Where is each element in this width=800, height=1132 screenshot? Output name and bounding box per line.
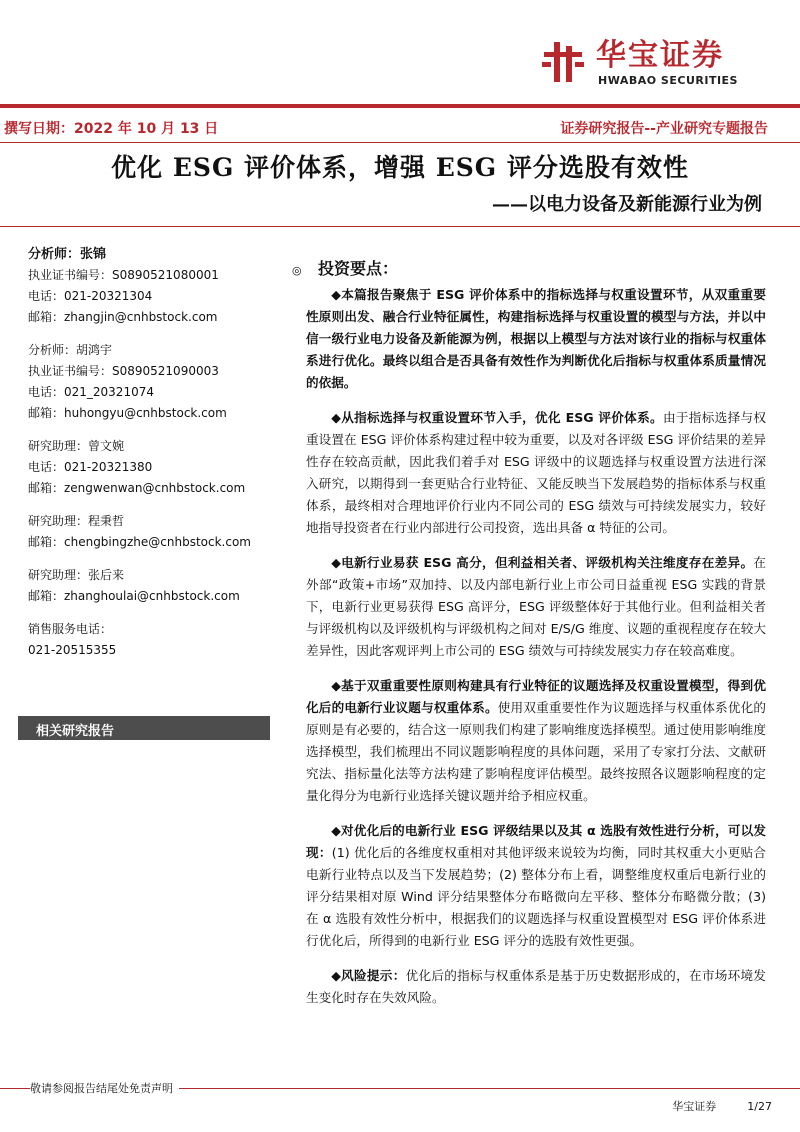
report-type: 证券研究报告--产业研究专题报告	[560, 121, 768, 137]
hwabao-logo-icon	[540, 38, 586, 84]
assistant-email[interactable]: 邮箱：zengwenwan@cnhbstock.com	[28, 481, 246, 495]
header-rule	[0, 142, 800, 143]
highlight-lead: ◆本篇报告聚焦于 ESG 评价体系中的指标选择与权重设置环节，从双重重要性原则出发、融合行业特征属性，构建指标选择与权重设置的模型与方法，并以中信一级行业电力设备及新能源为例，根据以上模型与方法对该行业的指标与权重体系进行优化。最终以组合是否具备有效性作为判断优化后指标与权重体系质量情况的依据。	[306, 287, 766, 390]
highlight-text: 使用双重重要性作为议题选择与权重体系优化的原则是有必要的，结合这一原则我们构建了影响维度选择模型。通过使用影响维度选择模型，我们梳理出不同议题影响程度的具体问题，采用了专家打分法、文献研究法、指标量化法等方法构建了影响程度评估模型。最终按照各议题影响程度的定量化得分为电新行业选择关键议题并给予相应权重。	[306, 700, 767, 803]
assistant-name: 研究助理：程秉哲	[28, 514, 125, 528]
risk-warning-text: 优化后的指标与权重体系是基于历史数据形成的，在市场环境发生变化时存在失效风险。	[306, 968, 767, 1005]
analyst-phone: 电话：021-20321304	[28, 289, 153, 303]
assistant-name: 研究助理：张后来	[28, 568, 125, 582]
sales-phone: 021-20515355	[28, 643, 117, 657]
report-subtitle: ——以电力设备及新能源行业为例	[492, 194, 762, 215]
highlight-paragraph	[306, 407, 766, 539]
highlight-lead: ◆对优化后的电新行业 ESG 评级结果以及其 α 选股有效性进行分析，可以发现：	[306, 823, 766, 860]
analyst-name: 分析师：胡鸿宇	[28, 343, 113, 357]
assistant-name: 研究助理：曾文婉	[28, 439, 125, 453]
investment-heading-text: 投资要点：	[318, 259, 399, 278]
risk-warning-lead: ◆风险提示：	[331, 968, 406, 983]
sales-label: 销售服务电话：	[28, 622, 113, 636]
footer-company: 华宝证券	[672, 1100, 717, 1113]
analyst-name: 分析师：张锦	[28, 247, 107, 262]
highlight-text: 在外部“政策+市场”双加持、以及内部电新行业上市公司日益重视 ESG 实践的背景下，电新行业更易获得 ESG 高评分，ESG 评级整体好于其他行业。但利益相关者与评级机构以及评级机构与评级机构之间对 E/S/G 维度、议题的重视程度存在较大差异性，因此客观评判上市公司的 ESG 绩效与可持续发展实力存在较高难度。	[306, 555, 766, 658]
highlight-lead: ◆基于双重重要性原则构建具有行业特征的议题选择及权重设置模型，得到优化后的电新行业议题与权重体系。	[306, 678, 766, 715]
report-date: 撰写日期：2022 年 10 月 13 日	[4, 121, 219, 137]
company-logo	[540, 38, 770, 88]
highlight-lead: ◆从指标选择与权重设置环节入手，优化 ESG 评价体系。	[331, 410, 663, 425]
title-rule	[0, 226, 800, 227]
assistant-email[interactable]: 邮箱：chengbingzhe@cnhbstock.com	[28, 535, 251, 549]
analyst-email[interactable]: 邮箱：zhangjin@cnhbstock.com	[28, 310, 218, 324]
investment-highlights-heading	[292, 256, 398, 279]
highlight-paragraph	[306, 675, 766, 807]
risk-warning-paragraph	[306, 965, 766, 1009]
highlight-text: 由于指标选择与权重设置在 ESG 评价体系构建过程中较为重要，以及对各评级 ESG 评价结果的差异性存在较高贡献，因此我们着手对 ESG 评级中的议题选择与权重设置方法进行深入研究，以期得到一套更贴合行业特征、又能反映当下发展趋势的指标体系与权重体系，最终相对合理地评价行业内不同公司的 ESG 绩效与可持续发展实力，较好地指导投资者在行业内部进行公司投资，选出具备 α 特征的公司。	[306, 410, 767, 535]
logo-chinese-name: 华宝证券	[596, 38, 724, 73]
header-divider	[0, 104, 800, 108]
related-reports-label: 相关研究报告	[36, 724, 115, 739]
footer-disclaimer: 敬请参阅报告结尾处免责声明	[30, 1080, 179, 1096]
analyst-email[interactable]: 邮箱：huhongyu@cnhbstock.com	[28, 406, 227, 420]
analyst-cert: 执业证书编号：S0890521080001	[28, 268, 219, 282]
highlight-paragraph	[306, 820, 766, 952]
related-reports-header	[18, 716, 270, 740]
assistant-phone: 电话：021-20321380	[28, 460, 153, 474]
footer-page-info	[672, 1098, 772, 1114]
page-number: 1/27	[747, 1100, 772, 1113]
highlight-paragraph	[306, 284, 766, 394]
highlight-lead: ◆电新行业易获 ESG 高分，但利益相关者、评级机构关注维度存在差异。	[331, 555, 754, 570]
analyst-cert: 执业证书编号：S0890521090003	[28, 364, 219, 378]
highlight-text: (1) 优化后的各维度权重相对其他评级来说较为均衡，同时其权重大小更贴合电新行业特点以及当下发展趋势；(2) 整体分布上看，调整维度权重后电新行业的评分结果相对原 Wind 评分结果整体分布略微向左平移、整体分布略微分散；(3) 在 α 选股有效性分析中，根据我们的议题选择与权重设置模型对 ESG 评价体系进行优化后，所得到的电新行业 ESG 评分的选股有效性更强。	[306, 845, 767, 948]
analyst-phone: 电话：021_20321074	[28, 385, 154, 399]
logo-english-name: HWABAO SECURITIES	[598, 74, 738, 87]
assistant-email[interactable]: 邮箱：zhanghoulai@cnhbstock.com	[28, 589, 240, 603]
analyst-panel	[28, 244, 268, 661]
highlight-paragraph	[306, 552, 766, 662]
report-title: 优化 ESG 评价体系，增强 ESG 评分选股有效性	[111, 153, 689, 182]
investment-highlights-body	[306, 284, 766, 1022]
target-bullet-icon: ◎	[292, 264, 302, 277]
